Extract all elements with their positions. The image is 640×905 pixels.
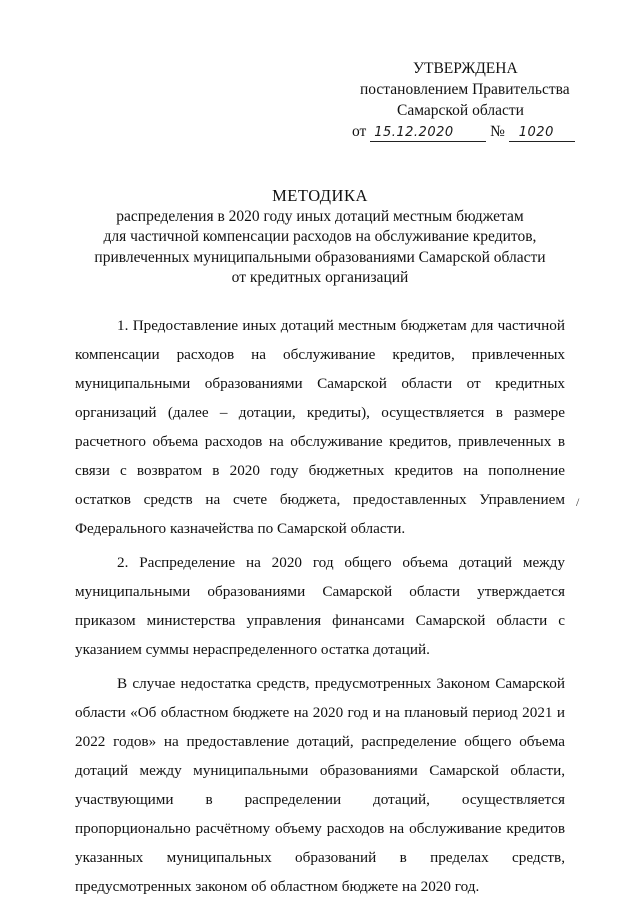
approval-line-resolution: постановлением Правительства (360, 81, 570, 98)
title-line-4: от кредитных организаций (231, 269, 409, 286)
paragraph-3: В случае недостатка средств, предусмотренных Законом Самарской области «Об областном бюджете на 2020 год и на плановый период 2021 и 2022 годов» на предоставление дотаций, распределение общего объема дотаций между муниципальными образованиями Самарской области, участвующими в распределении дотаций, осуществляется пропорционально расчётному объему расходов на обслуживание кредитов указанных муниципальных образований в пределах средств, предусмотренных законом об областном бюджете на 2020 год. (75, 675, 565, 895)
document-heading: МЕТОДИКА (272, 186, 368, 205)
title-line-1: распределения в 2020 году иных дотаций местным бюджетам (116, 207, 524, 225)
title-line-3: привлеченных муниципальными образованиями Самарской области (94, 248, 546, 266)
approval-stamp-block (340, 58, 580, 142)
document-title-block (60, 186, 580, 289)
handwritten-number: 1020 (509, 125, 575, 142)
paragraph-2: 2. Распределение на 2020 год общего объема дотаций между муниципальными образованиями Самарской области утверждается приказом министерства управления финансами Самарской области с указанием суммы нераспределенного остатка дотаций. (75, 554, 565, 658)
number-prefix: № (490, 123, 505, 140)
title-line-2: для частичной компенсации расходов на обслуживание кредитов, (103, 228, 537, 245)
handwritten-date: 15.12.2020 (370, 125, 486, 142)
approval-line-region: Самарской области (397, 102, 524, 119)
approval-status: УТВЕРЖДЕНА (413, 60, 518, 77)
approval-date-number-row (340, 121, 580, 142)
date-prefix: от (352, 123, 367, 140)
margin-mark: / (576, 495, 580, 509)
paragraph-1: 1. Предоставление иных дотаций местным бюджетам для частичной компенсации расходов на обслуживание кредитов, привлеченных муниципальными образованиями Самарской области от кредитных организаций (далее – дотации, кредиты), осуществляется в размере расчетного объема расходов на обслуживание кредитов, привлеченных в связи с возвратом в 2020 году бюджетных кредитов на пополнение остатков средств на счете бюджета, предоставленных Управлением Федерального казначейства по Самарской области. (75, 317, 565, 537)
document-body (75, 311, 565, 905)
